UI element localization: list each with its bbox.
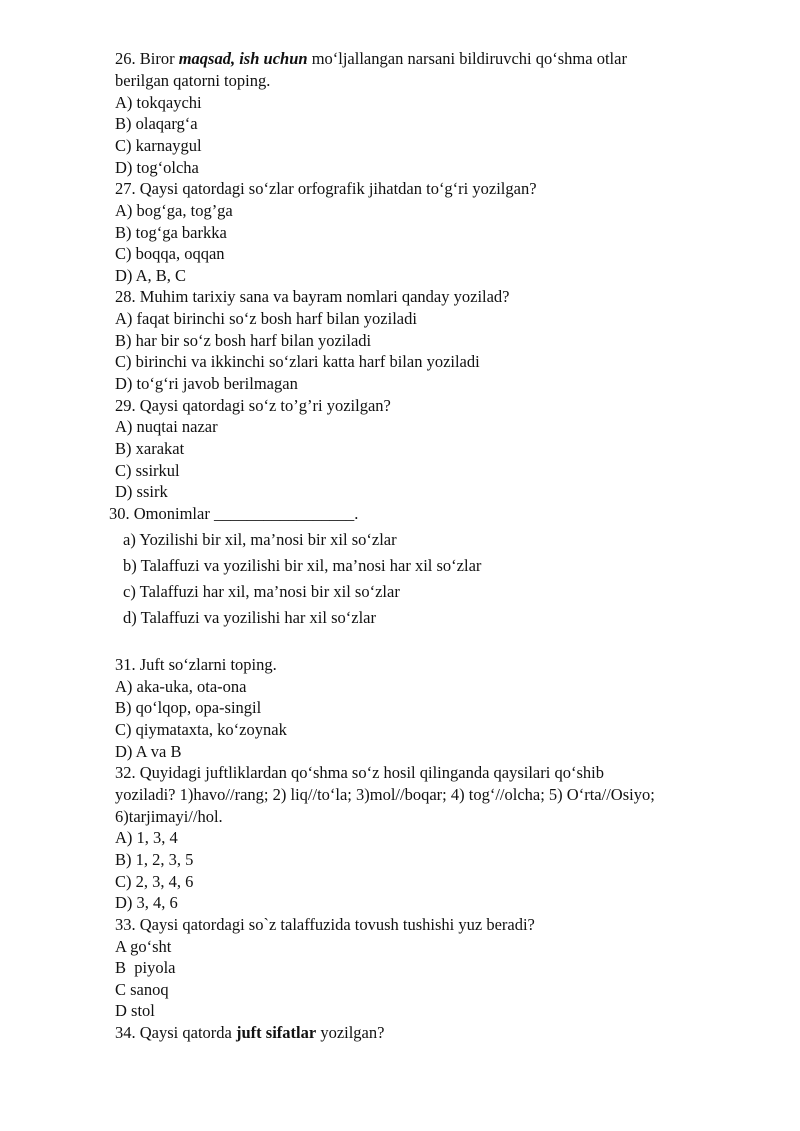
q26-option-a: A) tokqaychi (115, 93, 202, 112)
q31-option-a: A) aka-uka, ota-ona (115, 677, 247, 696)
q27-option-a: A) bog‘ga, tog’ga (115, 201, 233, 220)
q26-emphasis: maqsad, ish uchun (178, 49, 308, 68)
q30-option-c: c) Talaffuzi har xil, ma’nosi bir xil so‘zlar (123, 582, 400, 601)
question-34-text (115, 1023, 384, 1043)
q30-option-d: d) Talaffuzi va yozilishi har xil so‘zlar (123, 608, 376, 627)
q26-option-b: B) olaqarg‘a (115, 114, 198, 133)
q34-suffix: yozilgan? (316, 1023, 385, 1042)
q26-prefix: 26. Biror (115, 49, 179, 68)
q33-option-a: A go‘sht (115, 937, 172, 956)
question-29-text: 29. Qaysi qatordagi so‘z to’g’ri yozilgan? (115, 396, 391, 415)
question-33-text: 33. Qaysi qatordagi so`z talaffuzida tovush tushishi yuz beradi? (115, 915, 535, 934)
question-27-text: 27. Qaysi qatordagi so‘zlar orfografik jihatdan to‘g‘ri yozilgan? (115, 179, 537, 198)
question-26-text (115, 49, 627, 69)
q27-option-c: C) boqqa, oqqan (115, 244, 225, 263)
q34-emphasis: juft sifatlar (235, 1023, 317, 1042)
question-32-text-line3: 6)tarjimayi//hol. (115, 807, 223, 826)
q33-option-d: D stol (115, 1001, 155, 1020)
q28-option-d: D) to‘g‘ri javob berilmagan (115, 374, 298, 393)
q26-suffix: mo‘ljallangan narsani bildiruvchi qo‘shma otlar (307, 49, 627, 68)
q31-option-c: C) qiymataxta, ko‘zoynak (115, 720, 287, 739)
q31-option-d: D) A va B (115, 742, 182, 761)
q27-option-b: B) tog‘ga barkka (115, 223, 227, 242)
q29-option-c: C) ssirkul (115, 461, 180, 480)
q32-option-c: C) 2, 3, 4, 6 (115, 872, 194, 891)
q30-option-b: b) Talaffuzi va yozilishi bir xil, ma’nosi har xil so‘zlar (123, 556, 482, 575)
q31-option-b: B) qo‘lqop, opa-singil (115, 698, 262, 717)
question-31-text: 31. Juft so‘zlarni toping. (115, 655, 277, 674)
q32-option-b: B) 1, 2, 3, 5 (115, 850, 194, 869)
q32-option-d: D) 3, 4, 6 (115, 893, 178, 912)
question-26-text-line2: berilgan qatorni toping. (115, 71, 271, 90)
question-32-text-line2: yoziladi? 1)havo//rang; 2) liq//to‘la; 3)mol//boqar; 4) tog‘//olcha; 5) O‘rta//Osiyo; (115, 785, 655, 804)
question-32-text: 32. Quyidagi juftliklardan qo‘shma so‘z hosil qilinganda qaysilari qo‘shib (115, 763, 604, 782)
q29-option-d: D) ssirk (115, 482, 168, 501)
q26-option-d: D) tog‘olcha (115, 158, 199, 177)
q34-prefix: 34. Qaysi qatorda (115, 1023, 236, 1042)
q29-option-b: B) xarakat (115, 439, 185, 458)
q26-option-c: C) karnaygul (115, 136, 202, 155)
q33-option-c: C sanoq (115, 980, 169, 999)
question-30-text: 30. Omonimlar _________________. (109, 504, 359, 523)
q33-option-b: B piyola (115, 958, 176, 977)
q28-option-c: C) birinchi va ikkinchi so‘zlari katta harf bilan yoziladi (115, 352, 480, 371)
q30-option-a: a) Yozilishi bir xil, ma’nosi bir xil so‘zlar (123, 530, 397, 549)
q28-option-a: A) faqat birinchi so‘z bosh harf bilan yoziladi (115, 309, 417, 328)
q28-option-b: B) har bir so‘z bosh harf bilan yoziladi (115, 331, 372, 350)
q29-option-a: A) nuqtai nazar (115, 417, 218, 436)
q32-option-a: A) 1, 3, 4 (115, 828, 178, 847)
q27-option-d: D) A, B, C (115, 266, 187, 285)
question-28-text: 28. Muhim tarixiy sana va bayram nomlari qanday yozilad? (115, 287, 510, 306)
